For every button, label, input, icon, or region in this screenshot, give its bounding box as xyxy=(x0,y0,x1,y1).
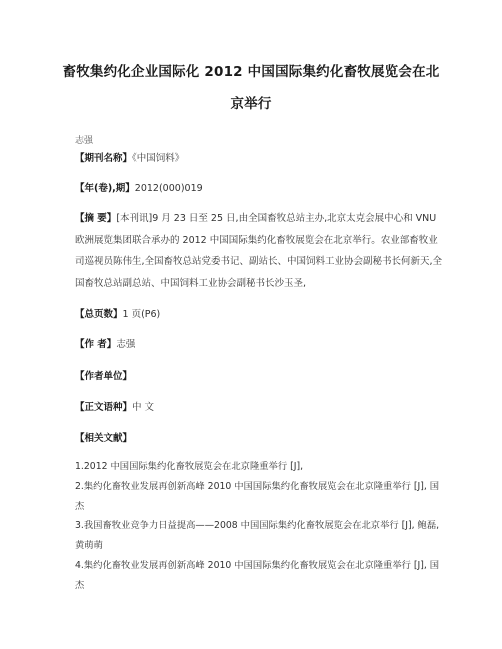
related-list xyxy=(75,457,445,596)
authors-value: 志强 xyxy=(116,339,136,350)
related-item[interactable]: 4.集约化畜牧业发展再创新高峰 2010 中国国际集约化畜牧展览会在北京隆重举行 [J], 国杰 xyxy=(75,559,440,591)
language-field xyxy=(75,399,445,417)
abstract-text: [本刊讯]9 月 23 日至 25 日,由全国畜牧总站主办,北京太克会展中心和 VNU 欧洲展览集团联合承办的 2012 中国国际集约化畜牧展览会在北京举行。农业部畜牧业司巡视员陈伟生,全国畜牧总站党委书记、副站长、中国饲料工业协会副秘书长何新天,全国畜牧总站副总站、中国饲料工业协会副秘书长沙玉圣, xyxy=(75,213,443,289)
related-item[interactable]: 3.我国畜牧业竞争力日益提高——2008 中国国际集约化畜牧展览会在北京举行 [J], 鲍磊,黄萌萌 xyxy=(75,520,440,552)
related-item[interactable]: 1.2012 中国国际集约化畜牧展览会在北京隆重举行 [J], xyxy=(75,461,304,472)
year-field xyxy=(75,180,445,198)
pages-value: 1 页(P6) xyxy=(122,309,161,320)
title-line-2: 京举行 xyxy=(230,96,272,112)
year-label: 【年(卷),期】 xyxy=(75,183,135,194)
journal-field xyxy=(75,150,445,168)
abstract-label: 【摘 要】 xyxy=(75,213,117,224)
pages-field xyxy=(75,306,445,324)
language-value: 中 文 xyxy=(132,402,155,413)
affiliation-field xyxy=(75,368,445,386)
related-label: 【相关文献】 xyxy=(75,433,133,444)
related-item[interactable]: 2.集约化畜牧业发展再创新高峰 2010 中国国际集约化畜牧展览会在北京隆重举行 [J], 国杰 xyxy=(75,480,440,512)
affiliation-label: 【作者单位】 xyxy=(75,371,133,382)
journal-value: 《中国饲料》 xyxy=(132,153,185,164)
related-field xyxy=(75,430,445,448)
language-label: 【正文语种】 xyxy=(75,402,133,413)
title-line-1: 畜牧集约化企业国际化 2012 中国国际集约化畜牧展览会在北 xyxy=(62,64,440,80)
pages-label: 【总页数】 xyxy=(75,309,123,320)
author-name: 志强 xyxy=(75,136,94,146)
year-value: 2012(000)019 xyxy=(134,183,203,194)
authors-field xyxy=(75,336,445,354)
abstract-field xyxy=(75,208,445,294)
journal-label: 【期刊名称】 xyxy=(75,153,133,164)
authors-label: 【作 者】 xyxy=(75,339,117,350)
